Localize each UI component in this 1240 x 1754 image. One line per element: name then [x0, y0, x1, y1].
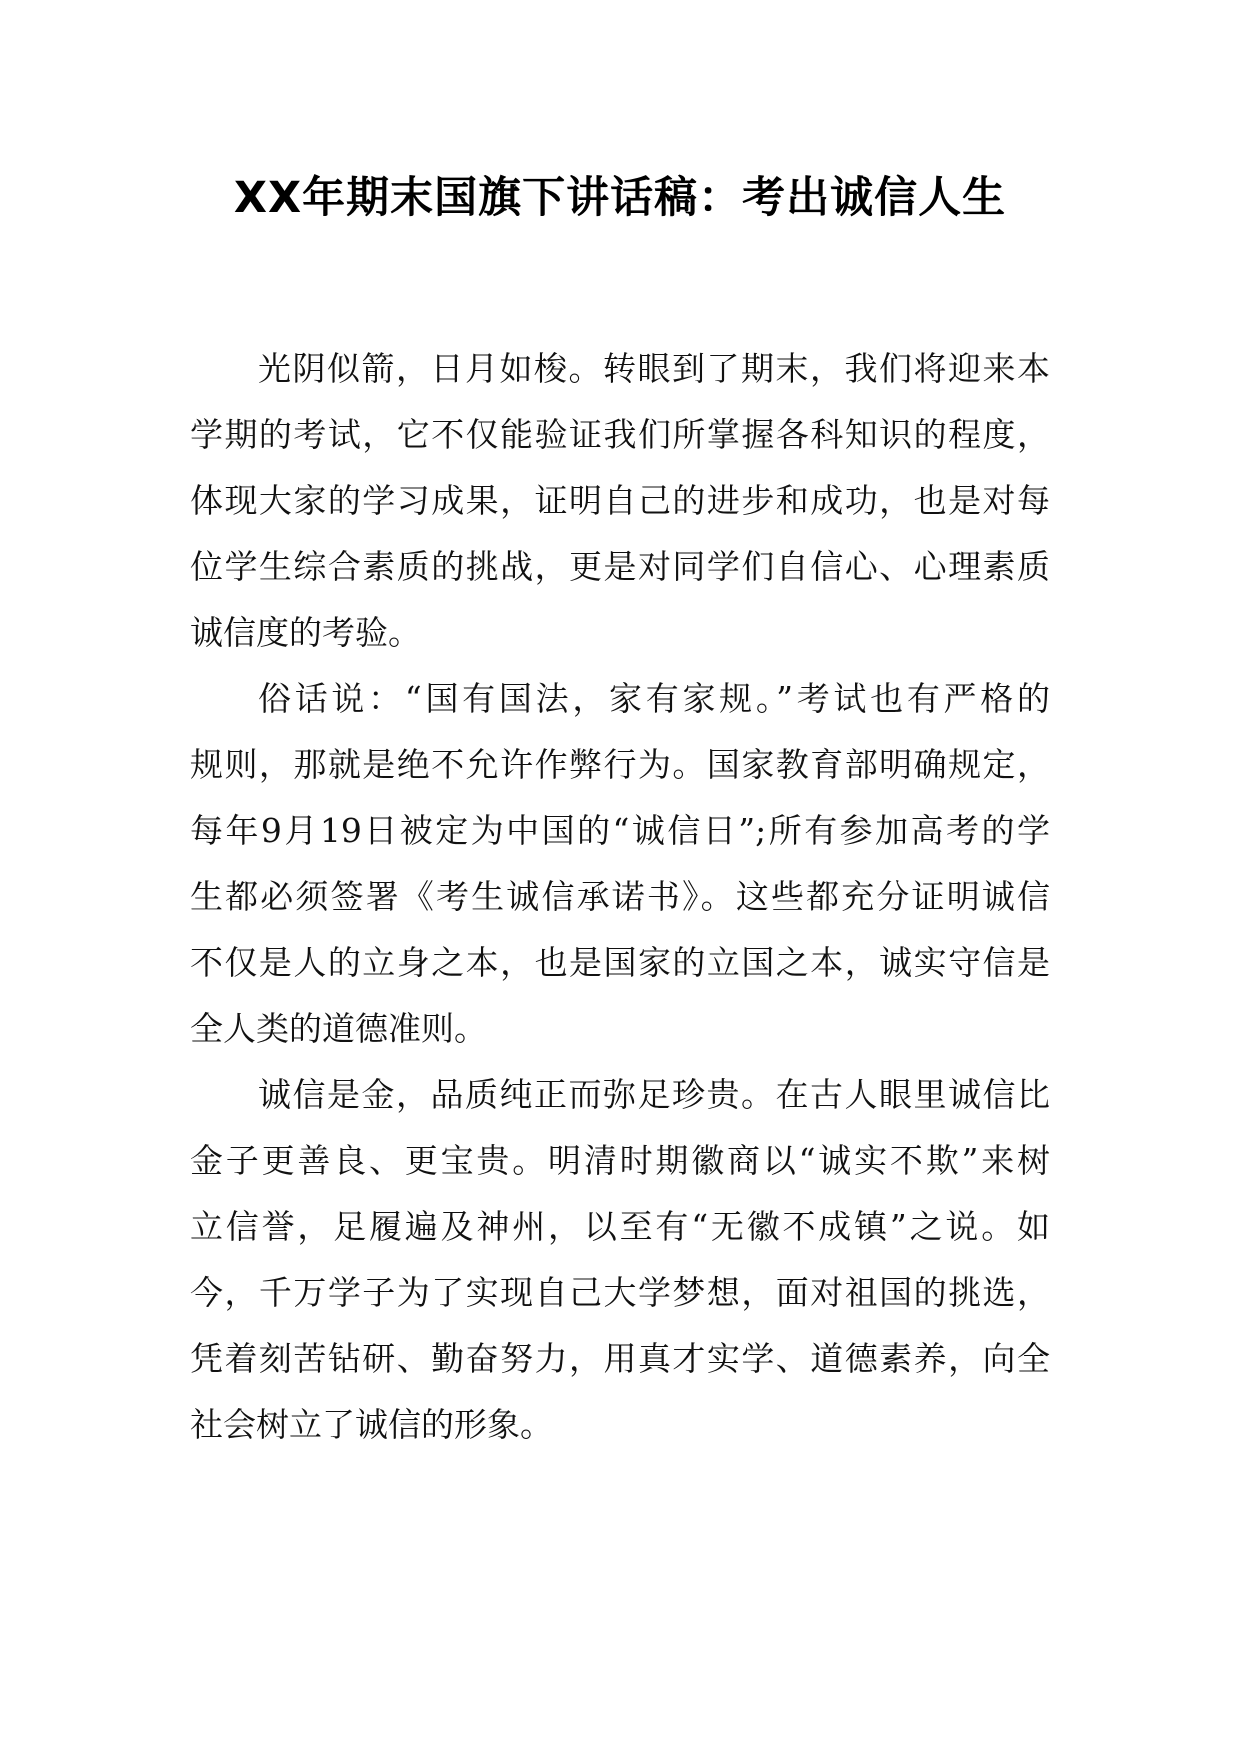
- text-line: 诚信度的考验。: [190, 613, 421, 652]
- text-line: 俗话说：“国有国法，家有家规。”考试也有严格的: [258, 679, 1050, 718]
- document-body: [190, 336, 1050, 1458]
- text-line: 今，千万学子为了实现自己大学梦想，面对祖国的挑选，: [190, 1273, 1050, 1312]
- paragraph-1: [190, 336, 1050, 666]
- text-line: 凭着刻苦钻研、勤奋努力，用真才实学、道德素养，向全: [190, 1339, 1050, 1378]
- text-line: 规则，那就是绝不允许作弊行为。国家教育部明确规定，: [190, 745, 1050, 784]
- document-title: XX年期末国旗下讲话稿：考出诚信人生: [233, 173, 1007, 223]
- text-line: 体现大家的学习成果，证明自己的进步和成功，也是对每: [190, 481, 1050, 520]
- text-line: 位学生综合素质的挑战，更是对同学们自信心、心理素质: [190, 547, 1050, 586]
- text-line: 学期的考试，它不仅能验证我们所掌握各科知识的程度，: [190, 415, 1050, 454]
- paragraph-2: [190, 666, 1050, 1062]
- text-line: 全人类的道德准则。: [190, 1009, 487, 1048]
- text-line: 社会树立了诚信的形象。: [190, 1405, 553, 1444]
- text-line: 诚信是金，品质纯正而弥足珍贵。在古人眼里诚信比: [258, 1075, 1050, 1114]
- text-line: 光阴似箭，日月如梭。转眼到了期末，我们将迎来本: [258, 349, 1050, 388]
- text-line: 立信誉，足履遍及神州，以至有“无徽不成镇”之说。如: [190, 1207, 1050, 1246]
- text-line: 金子更善良、更宝贵。明清时期徽商以“诚实不欺”来树: [190, 1141, 1050, 1180]
- text-line: 生都必须签署《考生诚信承诺书》。这些都充分证明诚信: [190, 877, 1050, 916]
- paragraph-3: [190, 1062, 1050, 1458]
- text-line: 每年9月19日被定为中国的“诚信日”;所有参加高考的学: [190, 811, 1050, 850]
- text-line: 不仅是人的立身之本，也是国家的立国之本，诚实守信是: [190, 943, 1050, 982]
